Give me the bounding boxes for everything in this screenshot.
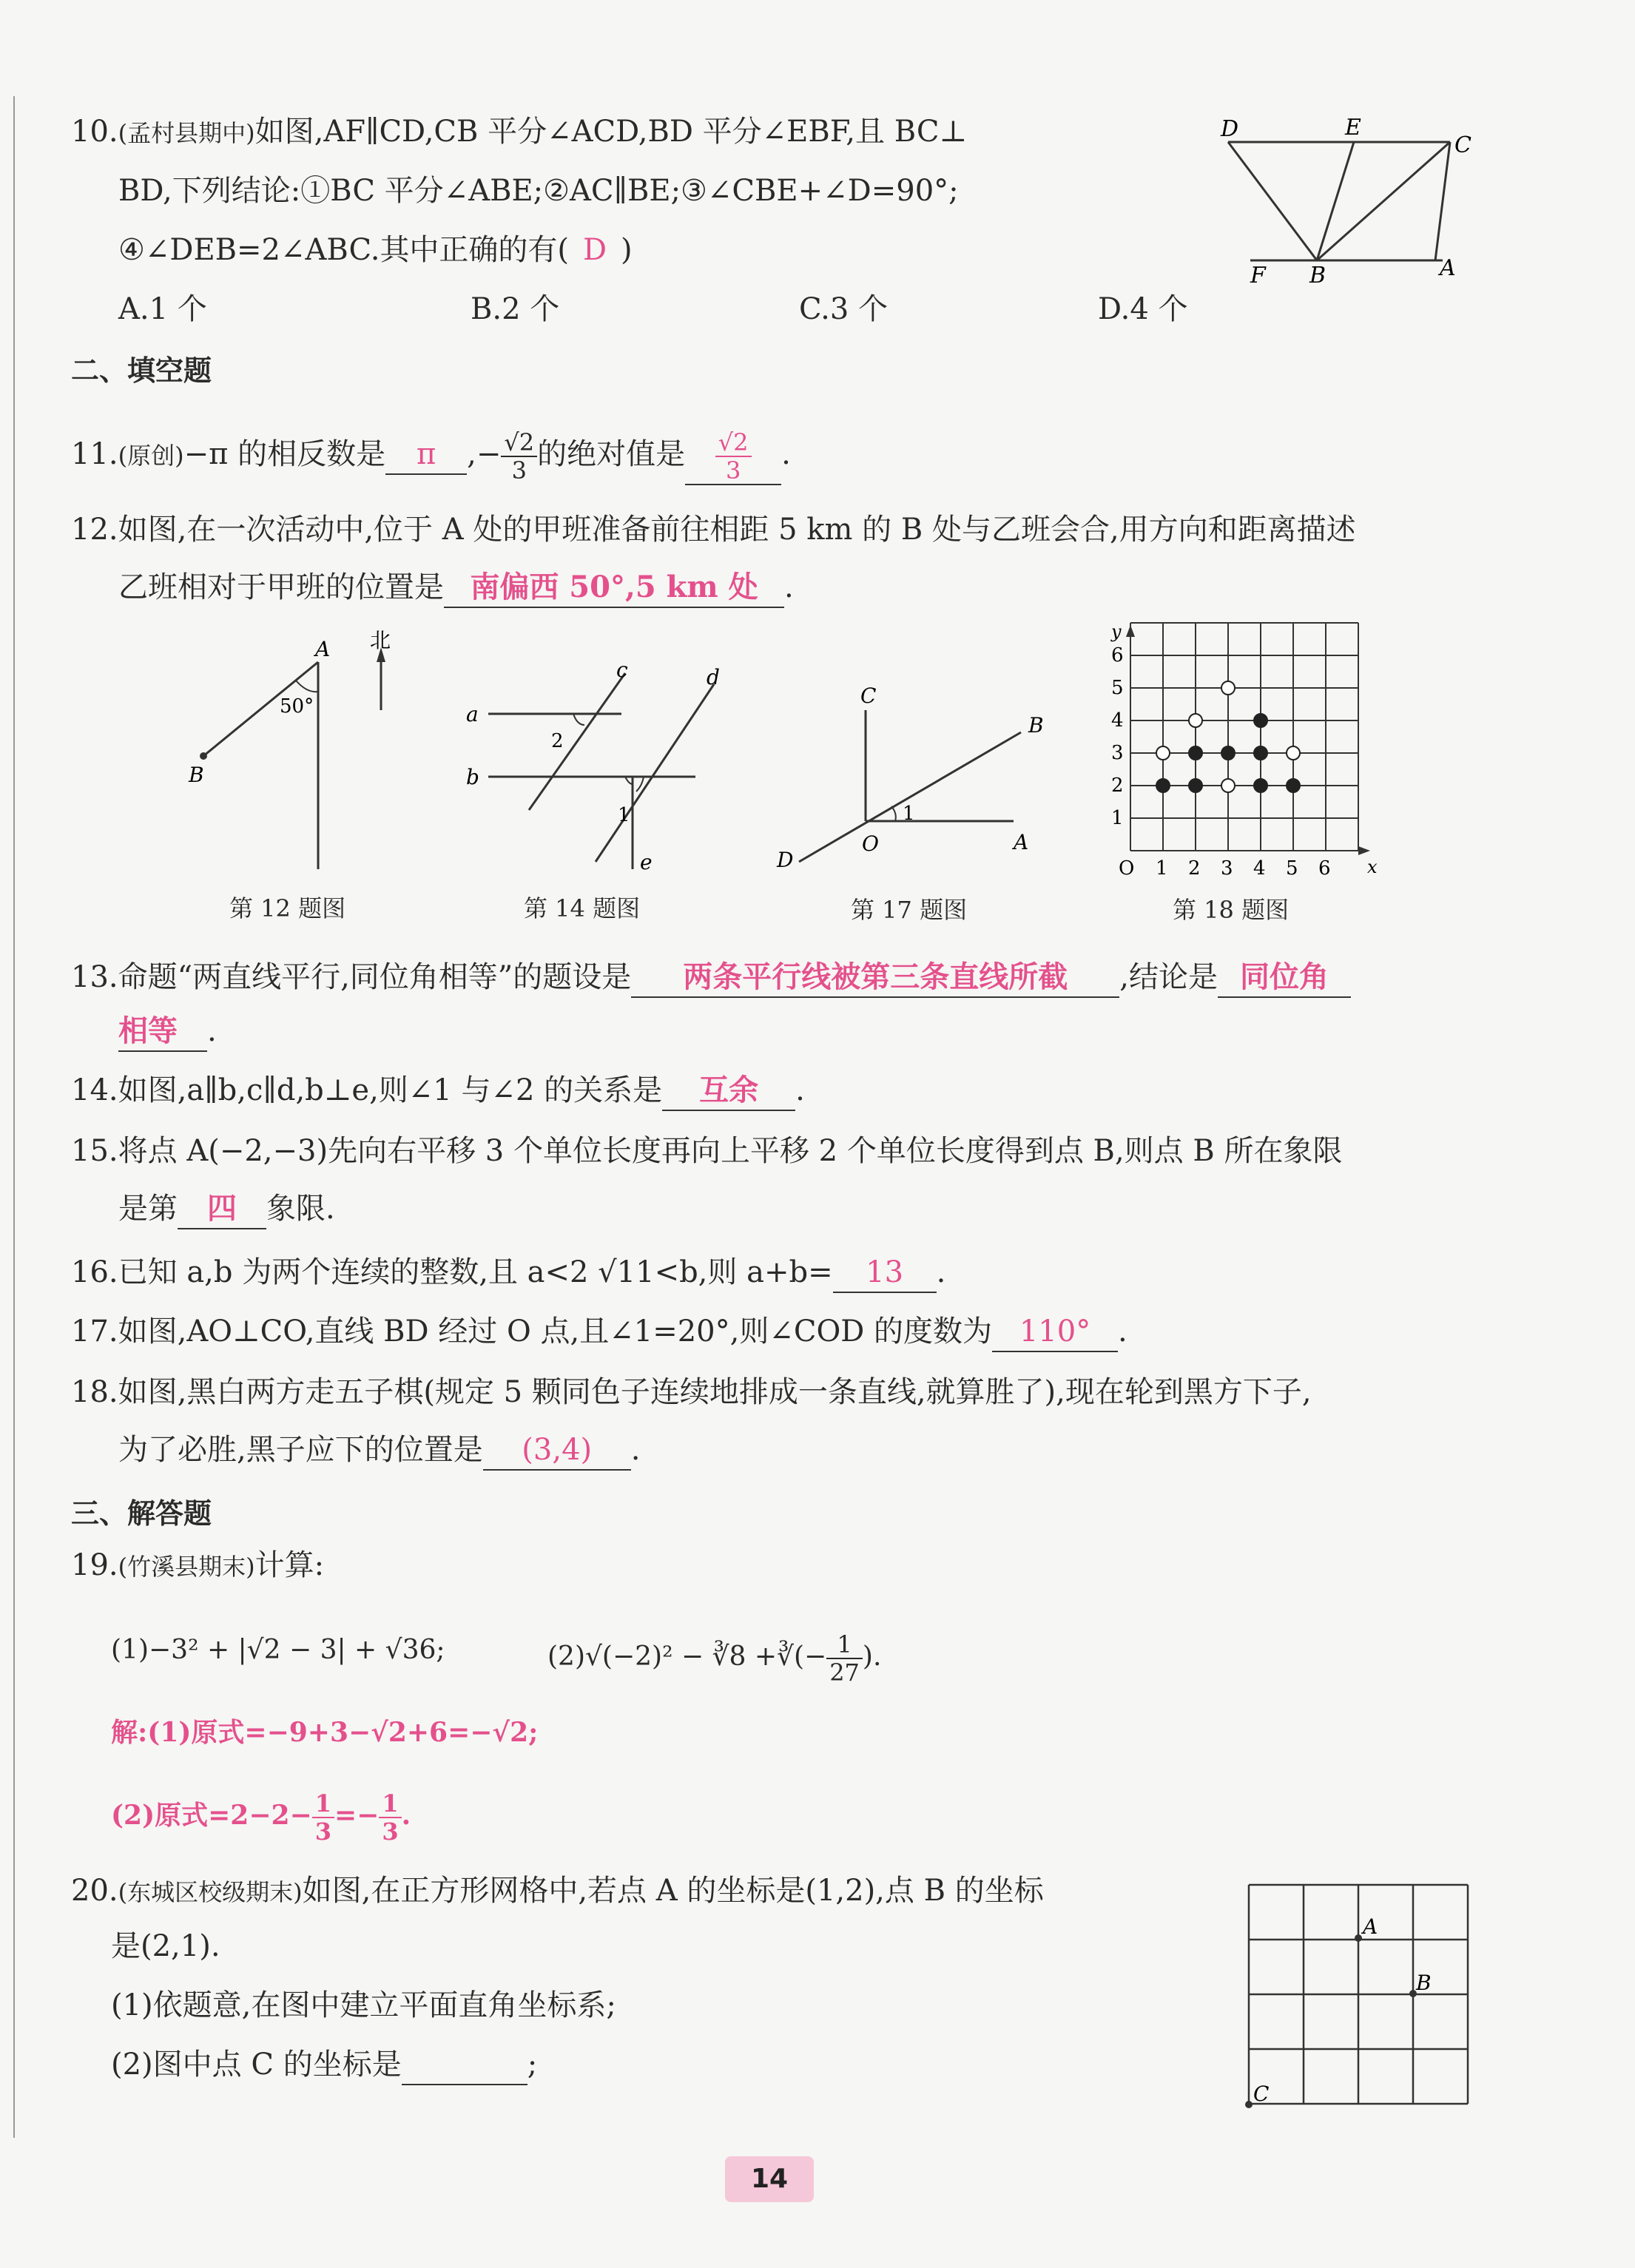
q13-line1: 13.命题“两直线平行,同位角相等”的题设是 两条平行线被第三条直线所截 ,结论是 同位角: [71, 958, 1351, 998]
fig12-label-b: B: [189, 763, 204, 787]
q11-answer-1: π: [385, 435, 467, 475]
margin-line: [13, 96, 15, 2138]
black-stone: [1189, 779, 1202, 792]
figure-14: [459, 651, 740, 888]
fig18-ytick-5: 5: [1111, 677, 1124, 699]
q14-answer: 互余: [662, 1071, 795, 1111]
fig17-label-d: D: [777, 848, 794, 872]
fig18-ytick-4: 4: [1111, 709, 1124, 732]
white-stone: [1156, 746, 1170, 760]
section-fill-in-title: 二、填空题: [71, 354, 212, 387]
q10-option-d: D.4 个: [1098, 292, 1188, 326]
fig20-label-b: B: [1416, 1971, 1432, 1995]
white-stone: [1221, 779, 1235, 792]
figure-18: [1095, 621, 1376, 880]
caption-18: 第 18 题图: [1173, 896, 1290, 924]
fig17-label-c: C: [860, 684, 877, 708]
q10-option-a: A.1 个: [118, 292, 207, 326]
fig10-label-c: C: [1454, 132, 1472, 158]
fig18-xtick-0: O: [1119, 857, 1135, 880]
black-stone: [1254, 779, 1267, 792]
fig17-label-b: B: [1028, 713, 1044, 738]
q11: 11.(原创)−π 的相反数是 π ,− $\frac{√2}{3}$ 的绝对值是 $\frac{√2}{3}$ .: [71, 428, 791, 485]
q12-line1: 12.如图,在一次活动中,位于 A 处的甲班准备前往相距 5 km 的 B 处与乙班会合,用方向和距离描述: [71, 513, 1356, 547]
black-stone: [1254, 746, 1267, 760]
q18-answer: (3,4): [483, 1431, 631, 1471]
q19-header: 19.(竹溪县期末)计算:: [71, 1548, 325, 1582]
q18-line2: 为了必胜,黑子应下的位置是 (3,4) .: [118, 1431, 640, 1471]
q15-line2: 是第 四 象限.: [118, 1189, 335, 1229]
caption-17: 第 17 题图: [851, 896, 968, 924]
fig20-label-c: C: [1253, 2082, 1270, 2106]
q20-grid-figure: [1243, 1879, 1480, 2116]
fig10-label-a: A: [1440, 255, 1456, 281]
q10-figure: [1213, 111, 1480, 288]
fig18-xtick-4: 4: [1253, 857, 1266, 880]
page-number: 14: [725, 2156, 814, 2202]
fig18-xtick-2: 2: [1188, 857, 1201, 880]
q15-line1: 15.将点 A(−2,−3)先向右平移 3 个单位长度再向上平移 2 个单位长度得到点 B,则点 B 所在象限: [71, 1134, 1343, 1168]
fig17-label-a: A: [1014, 830, 1029, 854]
q10-line1: 10.(孟村县期中)如图,AF∥CD,CB 平分∠ACD,BD 平分∠EBF,且 BC⊥: [71, 115, 968, 149]
q12-line2: 乙班相对于甲班的位置是 南偏西 50°,5 km 处 .: [118, 568, 794, 608]
fig14-angle-1: 1: [618, 804, 630, 826]
q11-answer-2: $\frac{√2}{3}$: [715, 429, 752, 484]
q10-option-b: B.2 个: [471, 292, 560, 326]
q19-solution-1: 解:(1)原式=−9+3−√2+6=−√2;: [111, 1717, 539, 1748]
q13-line2: 相等 .: [118, 1012, 217, 1052]
fig17-angle-1: 1: [903, 803, 915, 825]
black-stone: [1156, 779, 1170, 792]
figure-12: [170, 625, 422, 921]
fig14-label-b: b: [466, 765, 479, 789]
fig12-angle: 50°: [280, 695, 314, 718]
fig14-label-d: d: [707, 665, 720, 689]
q12-answer: 南偏西 50°,5 km 处: [444, 568, 784, 608]
fig17-label-o: O: [862, 831, 879, 856]
q10-line2: BD,下列结论:①BC 平分∠ABE;②AC∥BE;③∠CBE+∠D=90°;: [118, 174, 959, 208]
fig10-label-f: F: [1250, 263, 1266, 288]
fig14-angle-2: 2: [551, 730, 564, 752]
black-stone: [1254, 714, 1267, 727]
q16-answer: 13: [833, 1253, 937, 1293]
fig18-label-y: y: [1111, 621, 1122, 642]
fig18-ytick-3: 3: [1111, 742, 1124, 764]
fig18-xtick-6: 6: [1318, 857, 1331, 880]
fig12-label-a: A: [315, 637, 331, 661]
fig20-label-a: A: [1363, 1914, 1378, 1939]
white-stone: [1189, 714, 1202, 727]
q16: 16.已知 a,b 为两个连续的整数,且 a<2 √11<b,则 a+b= 13 .: [71, 1253, 945, 1293]
q19-part1: (1)−3² + |√2 − 3| + √36;: [111, 1635, 445, 1665]
section-solve-title: 三、解答题: [71, 1497, 212, 1530]
q14: 14.如图,a∥b,c∥d,b⊥e,则∠1 与∠2 的关系是 互余 .: [71, 1071, 805, 1111]
q10-answer: D: [583, 233, 607, 267]
figure-17: [766, 673, 1076, 880]
fig18-xtick-5: 5: [1286, 857, 1298, 880]
black-stone: [1221, 746, 1235, 760]
q15-answer: 四: [178, 1189, 266, 1229]
caption-12: 第 12 题图: [229, 894, 346, 922]
white-stone: [1287, 746, 1300, 760]
white-stone: [1221, 681, 1235, 695]
fig18-ytick-1: 1: [1111, 807, 1124, 829]
fig18-ytick-6: 6: [1111, 644, 1124, 666]
fig18-label-x: x: [1367, 857, 1378, 877]
fig10-label-d: D: [1221, 116, 1239, 142]
q10-option-c: C.3 个: [799, 292, 889, 326]
fig18-ytick-2: 2: [1111, 774, 1124, 797]
fig18-xtick-3: 3: [1221, 857, 1233, 880]
q20-part1: (1)依题意,在图中建立平面直角坐标系;: [111, 1988, 616, 2022]
fig18-xtick-1: 1: [1156, 857, 1168, 880]
fig14-label-e: e: [640, 850, 653, 874]
q19-part2: (2)√(−2)² − ∛8 +∛(− $\frac{1}{27}$ ).: [547, 1630, 882, 1687]
fig12-north: 北: [370, 628, 391, 652]
q13-answer-2a: 同位角: [1218, 958, 1351, 998]
black-stone: [1287, 779, 1300, 792]
q13-answer-2b: 相等: [118, 1012, 207, 1052]
q10-line3: ④∠DEB=2∠ABC.其中正确的有( D ): [118, 231, 633, 269]
q19-solution-2: (2)原式=2−2− $\frac{1}{3}$ =− $\frac{1}{3}$ .: [111, 1789, 411, 1846]
q20-part2: (2)图中点 C 的坐标是 ;: [111, 2045, 537, 2085]
black-stone: [1189, 746, 1202, 760]
fig14-label-a: a: [466, 702, 479, 726]
fig10-label-b: B: [1309, 263, 1326, 288]
fig10-label-e: E: [1345, 115, 1361, 141]
q20-line2: 是(2,1).: [111, 1929, 220, 1963]
q18-line1: 18.如图,黑白两方走五子棋(规定 5 颗同色子连续地排成一条直线,就算胜了),现在轮到黑方下子,: [71, 1375, 1312, 1409]
fig14-label-c: c: [616, 658, 628, 682]
q20-line1: 20.(东城区校级期末)如图,在正方形网格中,若点 A 的坐标是(1,2),点 B 的坐标: [71, 1874, 1044, 1908]
q17: 17.如图,AO⊥CO,直线 BD 经过 O 点,且∠1=20°,则∠COD 的度数为 110° .: [71, 1312, 1127, 1352]
q17-answer: 110°: [992, 1312, 1118, 1352]
caption-14: 第 14 题图: [524, 894, 641, 922]
q13-answer-1: 两条平行线被第三条直线所截: [631, 958, 1119, 998]
